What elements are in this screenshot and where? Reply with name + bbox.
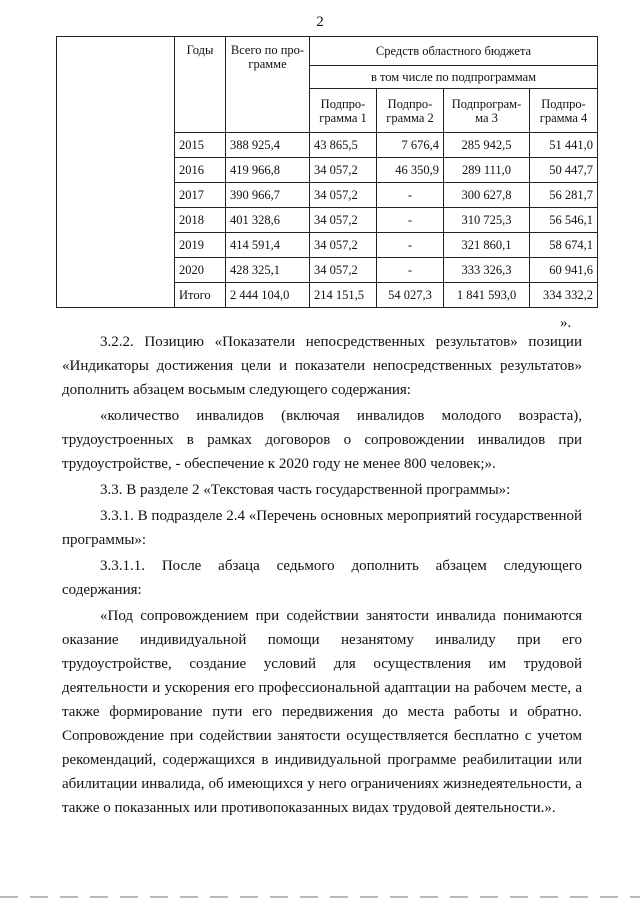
cell-year: 2020 (175, 258, 226, 283)
cell-p1: 34 057,2 (310, 233, 377, 258)
cell-year: 2016 (175, 158, 226, 183)
cell-p1: 34 057,2 (310, 158, 377, 183)
cell-p3: 310 725,3 (444, 208, 530, 233)
closing-quote: ». (560, 315, 572, 331)
header-years: Годы (175, 37, 226, 133)
cell-p4: 56 546,1 (530, 208, 598, 233)
cell-p4: 51 441,0 (530, 133, 598, 158)
cell-p2: - (377, 233, 444, 258)
cell-total: 390 966,7 (226, 183, 310, 208)
table-empty-column (57, 37, 175, 308)
header-total: Всего по про-грамме (226, 37, 310, 133)
cell-p2: - (377, 208, 444, 233)
cell-p1: 34 057,2 (310, 208, 377, 233)
cell-total: 388 925,4 (226, 133, 310, 158)
page-number: 2 (316, 14, 324, 30)
cell-total: 2 444 104,0 (226, 283, 310, 308)
paragraph: «количество инвалидов (включая инвалидов молодого возраста), трудоустроенных в рамках договоров о сопровождении инвалидов при трудоустройстве, - обеспечение к 2020 году не менее 800 человек;». (62, 408, 582, 472)
header-subprogram-3: Подпрограм-ма 3 (444, 89, 530, 133)
cell-total: 419 966,8 (226, 158, 310, 183)
paragraph: «Под сопровождением при содействии занятости инвалида понимаются оказание индивидуальной помощи незанятому инвалиду при его трудоустройстве, создание условий для осуществления им трудовой деятельности и ускорения его профессиональной адаптации на рабочем месте, а также формирование пути его передвижения до места работы и обратно. Сопровождение при содействии занятости осуществляется бесплатно с учетом рекомендаций, содержащихся в индивидуальной программе реабилитации или абилитации инвалида, об имеющихся у него ограничениях жизнедеятельности, а также о показанных или противопоказанных видах трудовой деятельности.». (62, 608, 582, 816)
cell-p2: 54 027,3 (377, 283, 444, 308)
cell-p2: - (377, 258, 444, 283)
cell-total: 428 325,1 (226, 258, 310, 283)
cell-p4: 58 674,1 (530, 233, 598, 258)
cell-p3: 321 860,1 (444, 233, 530, 258)
cell-p1: 34 057,2 (310, 183, 377, 208)
cell-year: 2017 (175, 183, 226, 208)
cell-p1: 214 151,5 (310, 283, 377, 308)
cell-p3: 1 841 593,0 (444, 283, 530, 308)
cell-total: 401 328,6 (226, 208, 310, 233)
cell-p2: - (377, 183, 444, 208)
document-body (62, 330, 582, 822)
paragraph: 3.3. В разделе 2 «Текстовая часть государственной программы»: (100, 482, 511, 498)
cell-year: 2019 (175, 233, 226, 258)
cell-total: 414 591,4 (226, 233, 310, 258)
cell-year: 2018 (175, 208, 226, 233)
cell-p4: 334 332,2 (530, 283, 598, 308)
header-regional-budget: Средств областного бюджета (310, 37, 598, 66)
cell-p2: 7 676,4 (377, 133, 444, 158)
header-subprogram-2: Подпро-грамма 2 (377, 89, 444, 133)
paragraph: 3.3.1.1. После абзаца седьмого дополнить абзацем следующего содержания: (62, 558, 582, 598)
cell-p2: 46 350,9 (377, 158, 444, 183)
header-subprogram-1: Подпро-грамма 1 (310, 89, 377, 133)
cell-p4: 56 281,7 (530, 183, 598, 208)
cell-year: Итого (175, 283, 226, 308)
cell-p3: 300 627,8 (444, 183, 530, 208)
header-subprogram-4: Подпро-грамма 4 (530, 89, 598, 133)
cell-p4: 60 941,6 (530, 258, 598, 283)
cell-p3: 285 942,5 (444, 133, 530, 158)
budget-table (56, 36, 598, 308)
cell-p3: 289 111,0 (444, 158, 530, 183)
header-including: в том числе по подпрограммам (310, 66, 598, 89)
cell-p1: 43 865,5 (310, 133, 377, 158)
paragraph: 3.3.1. В подразделе 2.4 «Перечень основных мероприятий государственной программы»: (62, 508, 582, 548)
cell-year: 2015 (175, 133, 226, 158)
cell-p4: 50 447,7 (530, 158, 598, 183)
cell-p3: 333 326,3 (444, 258, 530, 283)
paragraph: 3.2.2. Позицию «Показатели непосредственных результатов» позиции «Индикаторы достижения цели и показатели непосредственных результатов» дополнить абзацем восьмым следующего содержания: (62, 334, 582, 398)
cell-p1: 34 057,2 (310, 258, 377, 283)
scan-edge-divider (0, 896, 640, 898)
